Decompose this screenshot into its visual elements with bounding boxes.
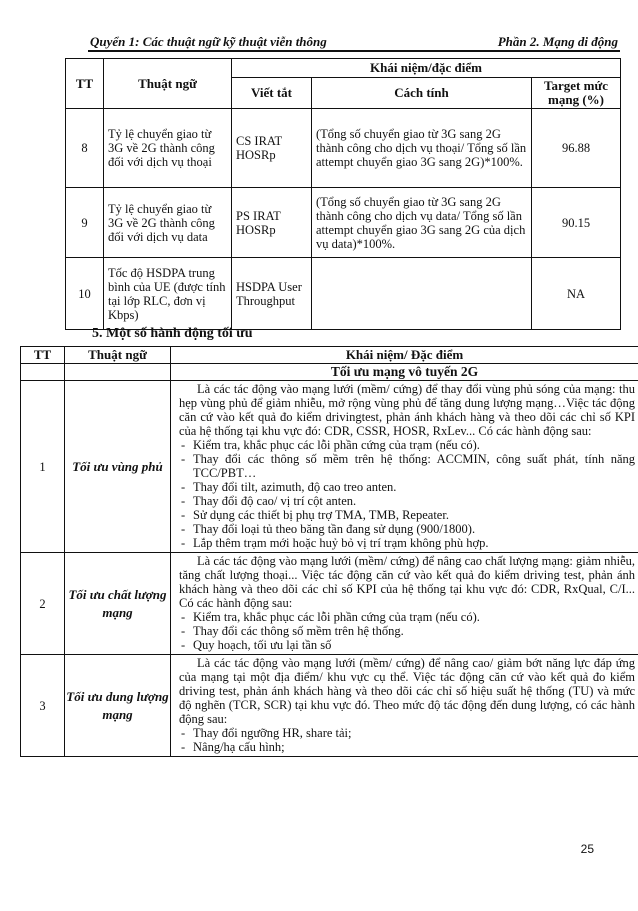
table-row: [66, 188, 621, 258]
row-term: Tỷ lệ chuyển giao từ 3G về 2G thành công đối với dịch vụ thoại: [104, 109, 232, 188]
row-description: [171, 655, 638, 757]
table-row: [66, 258, 621, 330]
table-row: [66, 109, 621, 188]
row-tt: 1: [21, 381, 65, 553]
row-term: Tối ưu chất lượng mạng: [65, 553, 171, 655]
row-tt: 8: [66, 109, 104, 188]
header-part-title: Phần 2. Mạng di động: [497, 34, 618, 49]
row-formula: (Tổng số chuyển giao từ 3G sang 2G thành công cho dịch vụ data/ Tổng số lần attempt chuyển giao 3G sang 2G của dịch vụ data)*100%.: [312, 188, 532, 258]
list-item: - Thay đổi tilt, azimuth, độ cao treo anten.: [179, 480, 635, 494]
kpi-table: [65, 58, 621, 330]
row-tt: 10: [66, 258, 104, 330]
header-book-title: Quyển 1: Các thuật ngữ kỹ thuật viễn thông: [90, 34, 327, 49]
opt-header-desc: Khái niệm/ Đặc điểm: [171, 347, 638, 364]
kpi-header-tt: TT: [66, 59, 104, 109]
list-item: - Thay đổi các thông số mềm trên hệ thống: ACCMIN, công suất phát, tính năng TCC/PBT…: [179, 452, 635, 480]
list-item: - Thay đổi độ cao/ vị trí cột anten.: [179, 494, 635, 508]
row-intro: Là các tác động vào mạng lưới (mềm/ cứng) để thay đổi vùng phủ sóng của mạng: thu hẹp vùng phủ để giảm nhiễu, mở rộng vùng phủ để tăng dung lượng mạng…Việc tác động căn cứ vào kết quả đo kiểm drivingtest, phản ánh khách hàng và theo dõi các chỉ số KPI của hệ thống tại khu vực đó: CDR, CSSR, HOSR, RxLev... Có các hành động sau:: [179, 382, 635, 438]
row-target: NA: [532, 258, 621, 330]
row-formula: (Tổng số chuyển giao từ 3G sang 2G thành công cho dịch vụ thoại/ Tổng số lần attempt chuyển giao 3G sang 2G)*100%.: [312, 109, 532, 188]
row-target: 96.88: [532, 109, 621, 188]
row-intro: Là các tác động vào mạng lưới (mềm/ cứng) để nâng cao chất lượng mạng: giảm nhiễu, tăng chất lượng thoại... Việc tác động căn cứ vào kết quả đo kiểm driving test, phản ánh khách hàng và theo dõi các chỉ số KPI của hệ thống tại khu vực đó: CDR, RxQual, C/I... Có các hành động sau:: [179, 554, 635, 610]
row-term: Tỷ lệ chuyển giao từ 3G về 2G thành công đối với dịch vụ data: [104, 188, 232, 258]
kpi-header-abbr: Viết tắt: [232, 78, 312, 109]
list-item: - Kiểm tra, khắc phục các lỗi phần cứng của trạm (nếu có).: [179, 610, 635, 624]
kpi-header-target: Target mức mạng (%): [532, 78, 621, 109]
kpi-header-formula: Cách tính: [312, 78, 532, 109]
optimization-table: [20, 346, 638, 757]
row-target: 90.15: [532, 188, 621, 258]
table-row: [21, 553, 638, 655]
row-tt: 3: [21, 655, 65, 757]
row-tt: 2: [21, 553, 65, 655]
row-term: Tối ưu dung lượng mạng: [65, 655, 171, 757]
row-abbr: CS IRAT HOSRp: [232, 109, 312, 188]
row-term: Tối ưu vùng phủ: [65, 381, 171, 553]
row-tt: 9: [66, 188, 104, 258]
list-item: - Thay đổi ngưỡng HR, share tải;: [179, 726, 635, 740]
row-term: Tốc độ HSDPA trung bình của UE (được tính tại lớp RLC, đơn vị Kbps): [104, 258, 232, 330]
list-item: - Sử dụng các thiết bị phụ trợ TMA, TMB, Repeater.: [179, 508, 635, 522]
list-item: - Nâng/hạ cấu hình;: [179, 740, 635, 754]
row-abbr: HSDPA User Throughput: [232, 258, 312, 330]
action-list: [179, 726, 635, 754]
page-header: [88, 32, 620, 52]
kpi-header-group: Khái niệm/đặc điểm: [232, 59, 621, 78]
row-description: [171, 381, 638, 553]
opt-header-tt: TT: [21, 347, 65, 364]
section-title: 5. Một số hành động tối ưu: [92, 326, 253, 341]
action-list: [179, 438, 635, 550]
table-row: [21, 655, 638, 757]
list-item: - Quy hoạch, tối ưu lại tần số: [179, 638, 635, 652]
row-description: [171, 553, 638, 655]
opt-header-term: Thuật ngữ: [65, 347, 171, 364]
page-number: 25: [580, 842, 594, 856]
opt-subheader: Tối ưu mạng vô tuyến 2G: [171, 364, 638, 381]
list-item: - Kiểm tra, khắc phục các lỗi phần cứng của trạm (nếu có).: [179, 438, 635, 452]
row-abbr: PS IRAT HOSRp: [232, 188, 312, 258]
row-formula: [312, 258, 532, 330]
table-row: [21, 381, 638, 553]
list-item: - Thay đổi các thông số mềm trên hệ thống.: [179, 624, 635, 638]
list-item: - Thay đổi loại tủ theo băng tần đang sử dụng (900/1800).: [179, 522, 635, 536]
list-item: - Lắp thêm trạm mới hoặc huỷ bỏ vị trí trạm không phù hợp.: [179, 536, 635, 550]
action-list: [179, 610, 635, 652]
row-intro: Là các tác động vào mạng lưới (mềm/ cứng) để nâng cao/ giảm bớt năng lực đáp ứng của mạng tại một địa điểm/ khu vực cụ thể. Việc tác động căn cứ vào kết quả đo kiểm driving test, phản ánh khách hàng và theo dõi các chỉ số hiệu suất hệ thống (TU) và mức độ nghẽn (TCR, SCR) tại khu vực đó. Theo mức độ tác động đến dung lượng, có các hành động sau:: [179, 656, 635, 726]
kpi-header-term: Thuật ngữ: [104, 59, 232, 109]
